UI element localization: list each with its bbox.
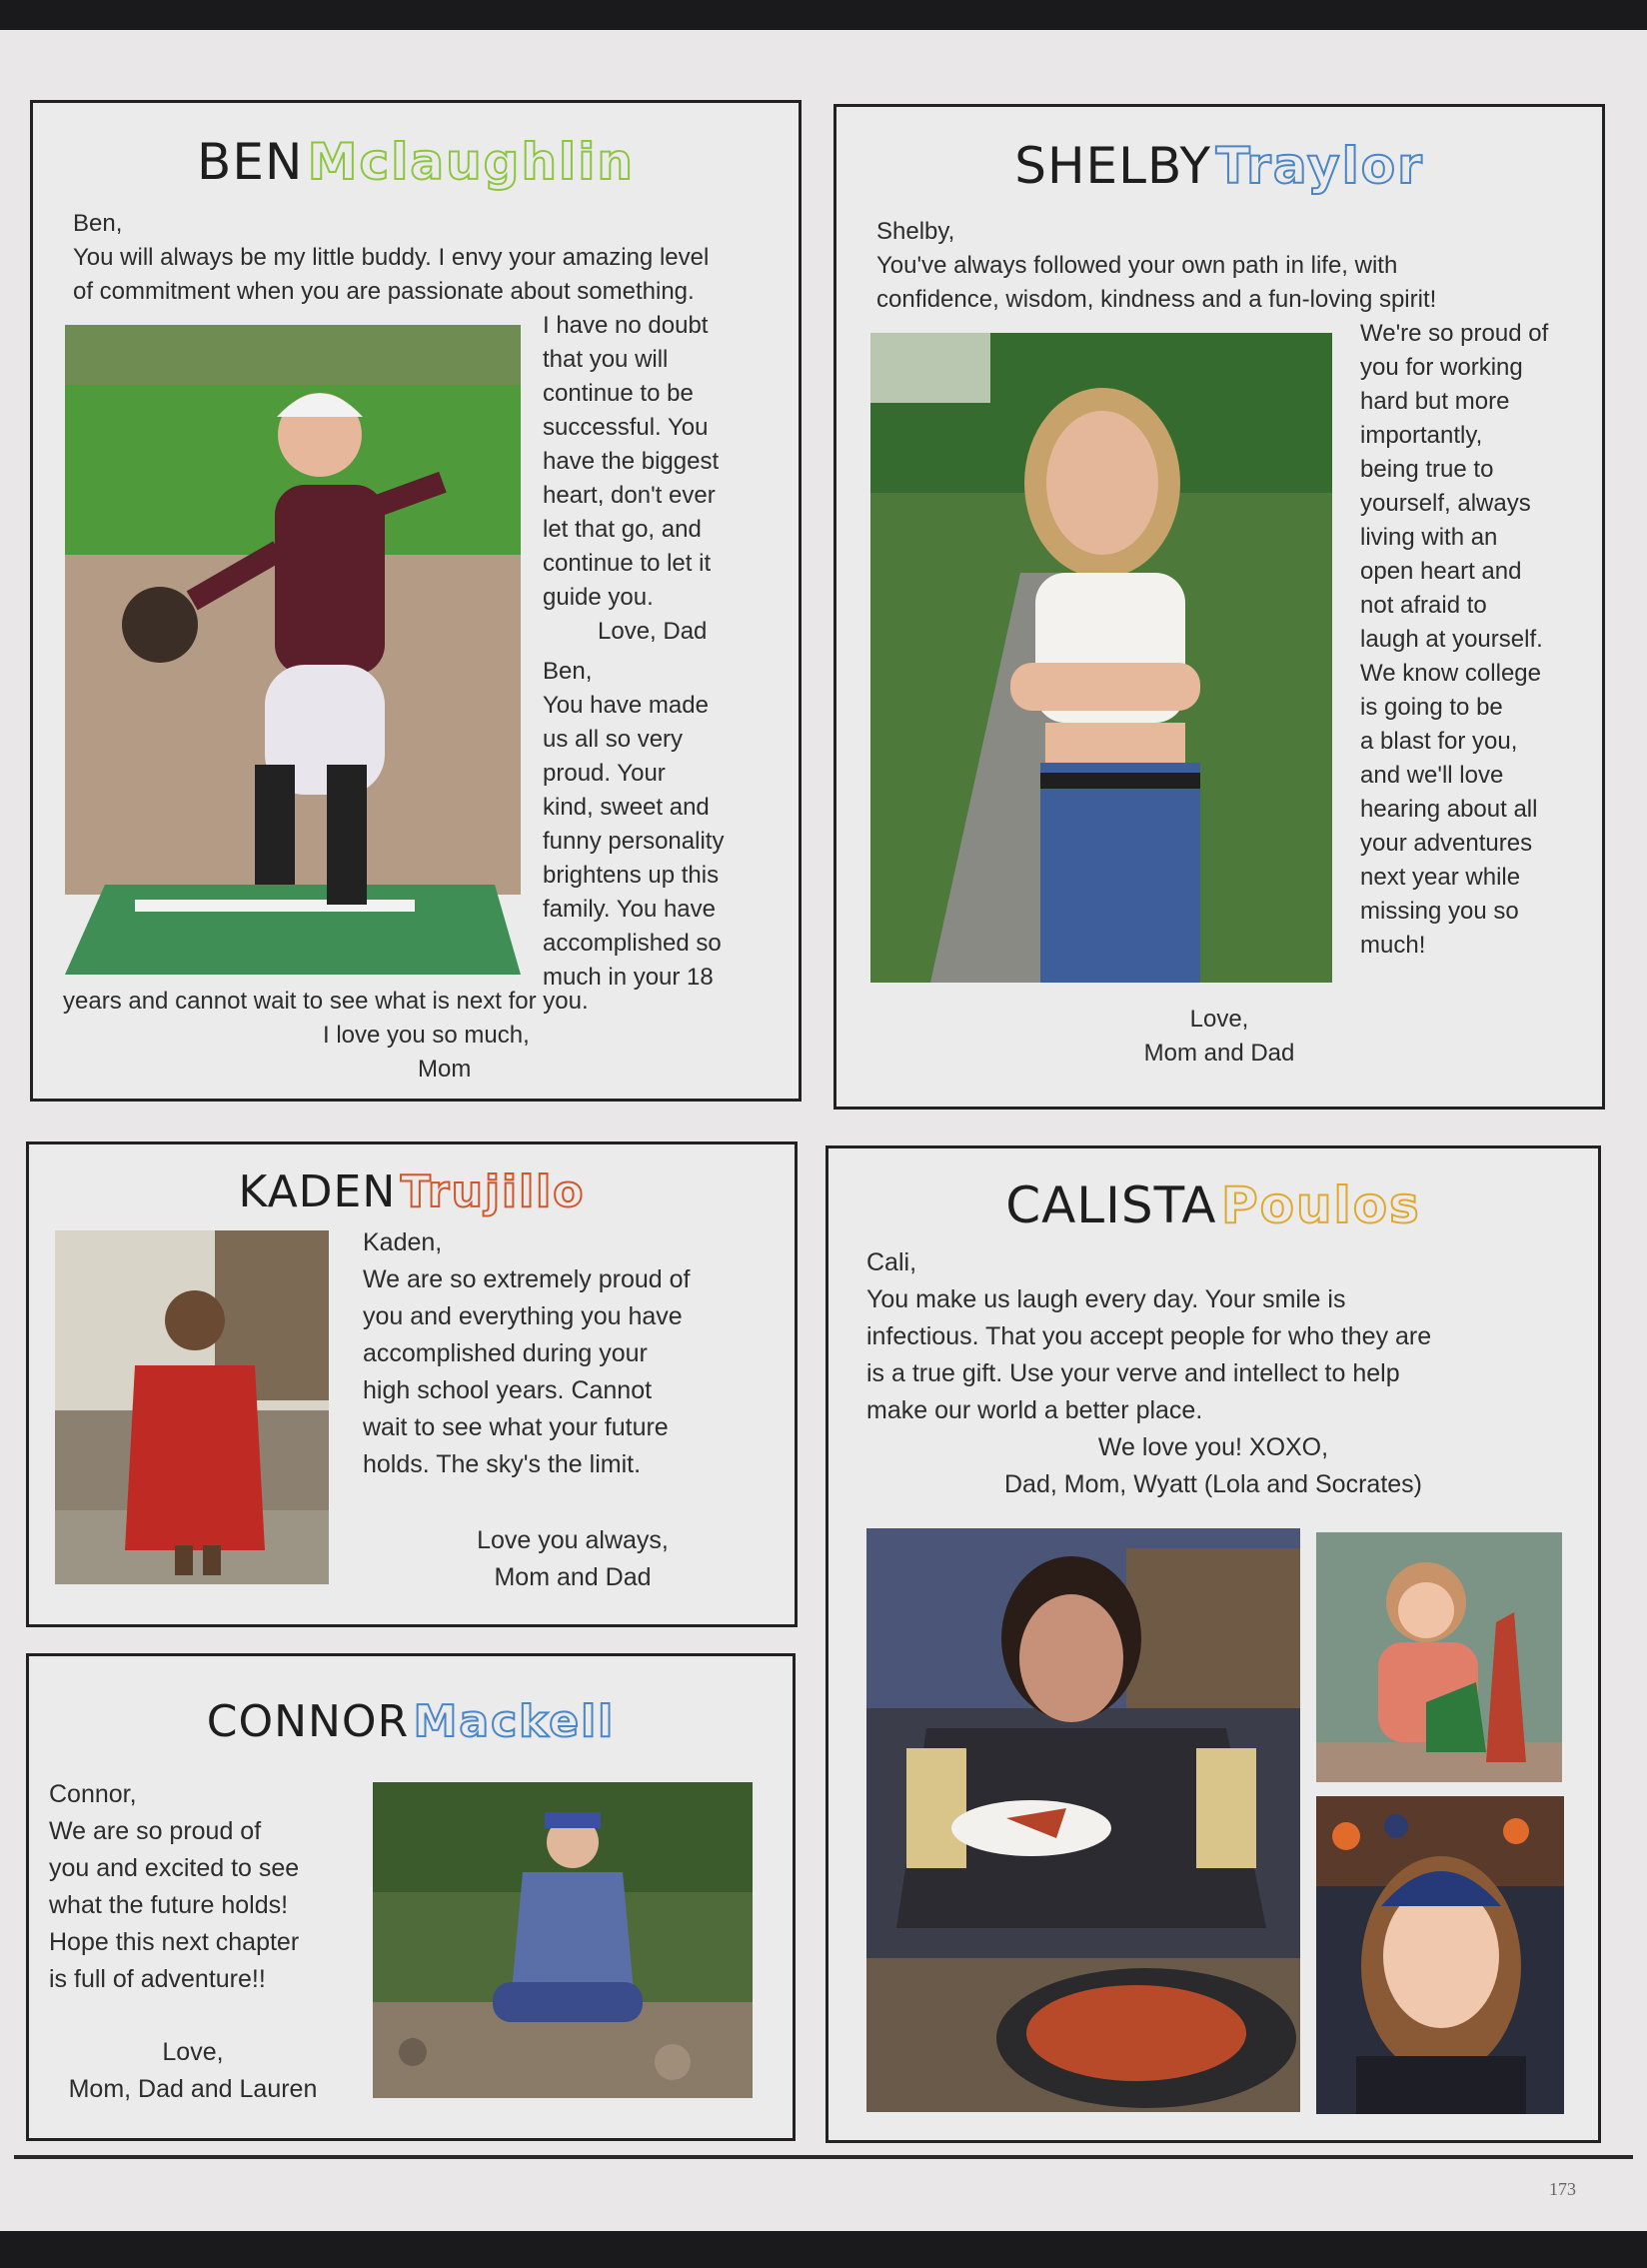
calista-stadium-photo: [1316, 1796, 1564, 2114]
shelby-col-line: is going to be: [1360, 694, 1503, 721]
shelby-col-line: not afraid to: [1360, 592, 1487, 619]
shelby-col-line: missing you so: [1360, 898, 1519, 925]
ben-col2-line: family. You have: [543, 896, 717, 923]
ben-dad-column: [543, 309, 793, 995]
ben-col2-line: You have made: [543, 692, 709, 719]
ben-col-line: have the biggest: [543, 448, 720, 475]
shelby-portrait-photo: [870, 333, 1332, 983]
calista-panel: [825, 1145, 1601, 2143]
shelby-col-line: your adventures: [1360, 830, 1533, 857]
kaden-line: holds. The sky's the limit.: [363, 1450, 642, 1478]
shelby-col-line: laugh at yourself.: [1360, 626, 1543, 653]
shelby-col-line: living with an: [1360, 524, 1498, 551]
shelby-line-2: confidence, wisdom, kindness and a fun-loving spirit!: [876, 286, 1437, 313]
kaden-line: you and everything you have: [363, 1302, 683, 1330]
calista-toddler-photo: [1316, 1532, 1562, 1782]
shelby-col-line: yourself, always: [1360, 490, 1531, 517]
page-bottom-rule: [14, 2155, 1633, 2159]
calista-closing-line: We love you! XOXO,: [1097, 1433, 1329, 1461]
connor-line: what the future holds!: [49, 1891, 289, 1919]
connor-line: Hope this next chapter: [49, 1928, 300, 1956]
shelby-col-line: We're so proud of: [1360, 320, 1549, 347]
connor-outdoor-photo: [373, 1782, 753, 2098]
shelby-col-line: hearing about all: [1360, 796, 1538, 823]
ben-line-1: You will always be my little buddy. I envy your amazing level: [73, 244, 710, 271]
kaden-line: accomplished during your: [363, 1339, 648, 1367]
connor-signature: Mom, Dad and Lauren: [68, 2075, 318, 2103]
ben-greeting-mom: Ben,: [543, 658, 593, 685]
ben-intro: [73, 207, 793, 309]
kaden-name-heading: [29, 1166, 795, 1217]
ben-panel: [30, 100, 802, 1102]
calista-last-name: Poulos: [1220, 1176, 1421, 1234]
ben-col-line: I have no doubt: [543, 312, 709, 339]
kaden-greeting: Kaden,: [363, 1228, 443, 1256]
kaden-line: wait to see what your future: [363, 1413, 669, 1441]
ben-first-name: BEN: [197, 133, 304, 191]
calista-line: infectious. That you accept people for who they are: [866, 1322, 1432, 1350]
kaden-line: high school years. Cannot: [363, 1376, 653, 1404]
shelby-col-line: open heart and: [1360, 558, 1522, 585]
kaden-closing: [363, 1522, 783, 1596]
calista-name-heading: [828, 1176, 1598, 1234]
ben-col2-line: us all so very: [543, 726, 684, 753]
shelby-last-name: Traylor: [1215, 137, 1424, 195]
calista-greeting: Cali,: [866, 1248, 917, 1276]
ben-col-line: guide you.: [543, 584, 654, 611]
connor-first-name: CONNOR: [206, 1696, 410, 1747]
ben-dad-signature: Love, Dad: [598, 618, 708, 645]
ben-closing: [63, 985, 783, 1087]
kaden-last-name: Trujillo: [400, 1166, 586, 1217]
connor-name-heading: [29, 1696, 793, 1747]
calista-line: You make us laugh every day. Your smile is: [866, 1285, 1346, 1313]
ben-tail-line: years and cannot wait to see what is next for you.: [63, 988, 589, 1015]
ben-col2-line: kind, sweet and: [543, 794, 710, 821]
shelby-closing: [836, 1003, 1602, 1071]
calista-closing: [828, 1429, 1598, 1503]
ben-col-line: successful. You: [543, 414, 709, 441]
kaden-line: We are so extremely proud of: [363, 1265, 691, 1293]
shelby-col-line: hard but more: [1360, 388, 1510, 415]
kaden-panel: [26, 1141, 798, 1627]
shelby-closing-line: Love,: [1189, 1006, 1249, 1033]
shelby-first-name: SHELBY: [1014, 137, 1212, 195]
kaden-signature: Mom and Dad: [494, 1563, 652, 1591]
shelby-line-1: You've always followed your own path in life, with: [876, 252, 1398, 279]
calista-first-name: CALISTA: [1005, 1176, 1217, 1234]
ben-greeting-dad: Ben,: [73, 210, 123, 237]
connor-line: is full of adventure!!: [49, 1965, 266, 1993]
shelby-column: [1360, 317, 1600, 963]
top-binding-edge: [0, 0, 1647, 30]
kaden-child-photo: [55, 1230, 329, 1584]
ben-name-heading: [33, 133, 799, 191]
bottom-binding-edge: [0, 2231, 1647, 2268]
kaden-closing-line: Love you always,: [477, 1526, 669, 1554]
connor-panel: [26, 1653, 796, 2141]
connor-message: [49, 1776, 369, 1998]
calista-signature: Dad, Mom, Wyatt (Lola and Socrates): [1004, 1470, 1422, 1498]
ben-line-2: of commitment when you are passionate about something.: [73, 278, 695, 305]
page-number: 173: [1549, 2179, 1576, 2199]
ben-col-line: let that go, and: [543, 516, 702, 543]
connor-line: We are so proud of: [49, 1817, 262, 1845]
shelby-col-line: next year while: [1360, 864, 1521, 891]
shelby-col-line: you for working: [1360, 354, 1523, 381]
ben-col2-line: much in your 18: [543, 964, 714, 991]
ben-col2-line: accomplished so: [543, 930, 722, 957]
connor-last-name: Mackell: [413, 1696, 616, 1747]
calista-message: [866, 1244, 1586, 1429]
connor-greeting: Connor,: [49, 1780, 137, 1808]
connor-line: you and excited to see: [49, 1854, 300, 1882]
connor-closing-line: Love,: [162, 2038, 224, 2066]
shelby-panel: [833, 104, 1605, 1110]
calista-line: make our world a better place.: [866, 1396, 1203, 1424]
ben-col2-line: proud. Your: [543, 760, 666, 787]
calista-pizza-photo: [866, 1528, 1300, 2112]
ben-col-line: heart, don't ever: [543, 482, 716, 509]
shelby-col-line: being true to: [1360, 456, 1494, 483]
shelby-col-line: much!: [1360, 932, 1426, 959]
shelby-name-heading: [836, 137, 1602, 195]
connor-closing: [43, 2034, 343, 2108]
ben-col-line: that you will: [543, 346, 669, 373]
shelby-greeting: Shelby,: [876, 218, 955, 245]
shelby-col-line: a blast for you,: [1360, 728, 1518, 755]
ben-col2-line: brightens up this: [543, 862, 720, 889]
calista-line: is a true gift. Use your verve and intellect to help: [866, 1359, 1400, 1387]
shelby-signature: Mom and Dad: [1143, 1040, 1295, 1067]
ben-col2-line: funny personality: [543, 828, 725, 855]
ben-mom-signature: Mom: [418, 1056, 472, 1083]
shelby-intro: [876, 215, 1596, 317]
kaden-first-name: KADEN: [238, 1166, 397, 1217]
ben-col-line: continue to be: [543, 380, 694, 407]
shelby-col-line: We know college: [1360, 660, 1541, 687]
ben-col-line: continue to let it: [543, 550, 712, 577]
shelby-col-line: and we'll love: [1360, 762, 1504, 789]
ben-closing-line: I love you so much,: [323, 1022, 530, 1049]
kaden-message: [363, 1224, 783, 1483]
shelby-col-line: importantly,: [1360, 422, 1483, 449]
ben-last-name: Mclaughlin: [307, 133, 635, 191]
ben-baseball-photo: [65, 325, 521, 975]
